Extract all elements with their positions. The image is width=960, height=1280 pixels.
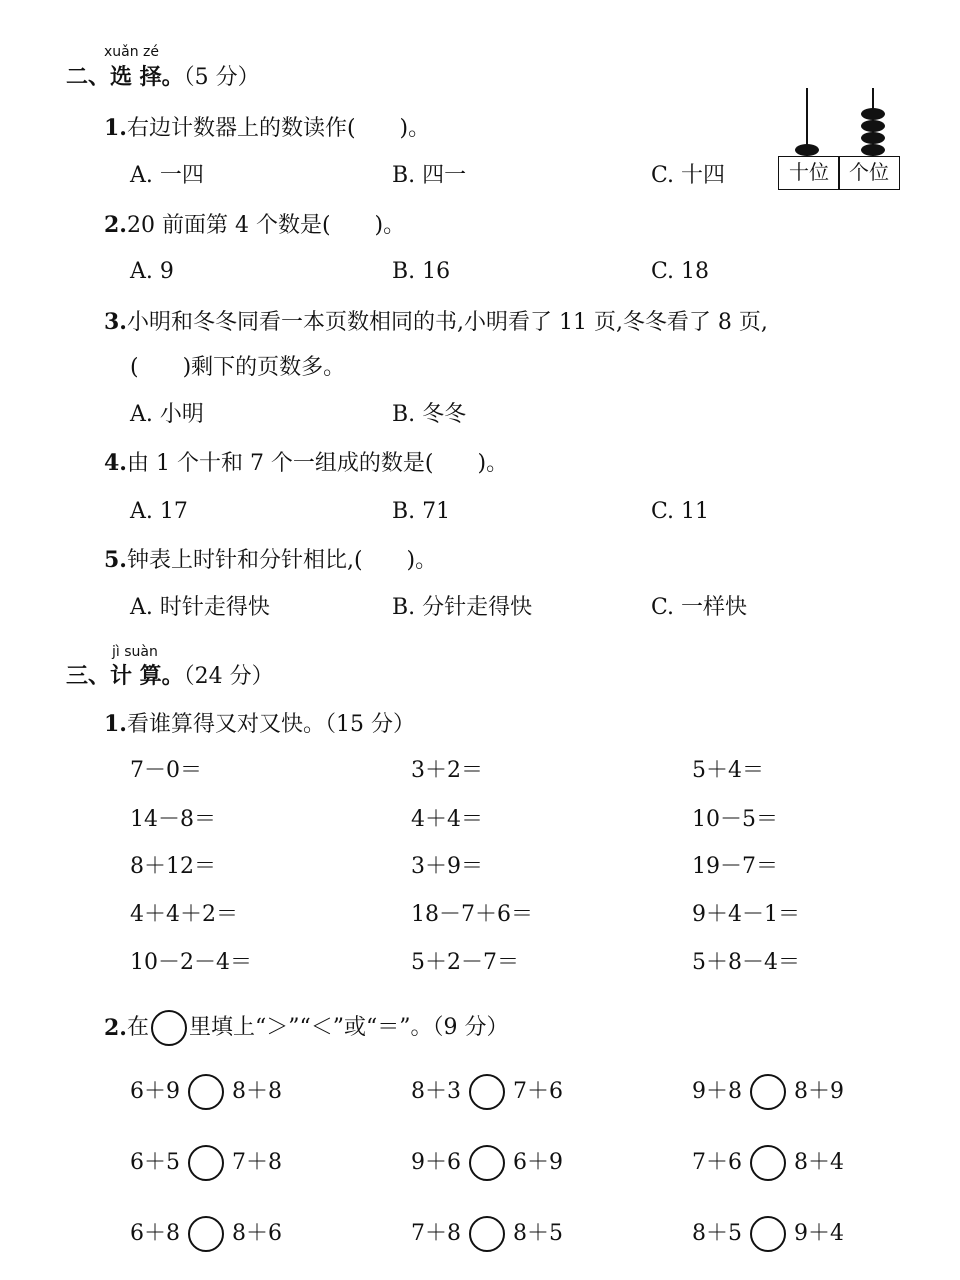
answer-circle[interactable] xyxy=(469,1216,505,1252)
option: C. 11 xyxy=(651,499,710,524)
option: B. 冬冬 xyxy=(392,402,467,427)
option: A. 小明 xyxy=(130,402,204,427)
calc-expression: 5＋4＝ xyxy=(692,758,764,783)
question-1: 1.右边计数器上的数读作( )。 xyxy=(104,115,431,141)
left-expression: 9＋8 xyxy=(692,1079,742,1104)
calc-expression: 5＋8－4＝ xyxy=(692,950,800,975)
right-expression: 8＋4 xyxy=(794,1150,844,1175)
answer-circle[interactable] xyxy=(188,1074,224,1110)
compare-item xyxy=(692,1145,844,1181)
right-expression: 8＋8 xyxy=(232,1079,282,1104)
calc-expression: 10－2－4＝ xyxy=(130,950,252,975)
right-expression: 7＋8 xyxy=(232,1150,282,1175)
option: A. 17 xyxy=(130,499,188,524)
compare-item xyxy=(411,1216,563,1252)
calc-expression: 9＋4－1＝ xyxy=(692,902,800,927)
answer-circle[interactable] xyxy=(469,1145,505,1181)
right-expression: 8＋6 xyxy=(232,1221,282,1246)
left-expression: 8＋3 xyxy=(411,1079,461,1104)
compare-item xyxy=(130,1216,282,1252)
abacus-image xyxy=(770,88,920,200)
section3-title: 三、计 算。 xyxy=(66,664,184,689)
section3-pinyin: jì suàn xyxy=(112,644,158,660)
answer-circle[interactable] xyxy=(750,1145,786,1181)
calc-expression: 14－8＝ xyxy=(130,807,216,832)
abacus-label-ones: 个位 xyxy=(838,156,900,190)
answer-circle[interactable] xyxy=(188,1216,224,1252)
section2-title: 二、选 择。 xyxy=(66,65,184,90)
section3-heading xyxy=(66,664,274,690)
calc-expression: 3＋2＝ xyxy=(411,758,483,783)
question-5: 5.钟表上时针和分针相比,( )。 xyxy=(104,547,438,573)
left-expression: 7＋8 xyxy=(411,1221,461,1246)
compare-item xyxy=(130,1145,282,1181)
calc-question-2: 2. 在 里填上“＞”“＜”或“＝”。（9 分） xyxy=(104,1010,508,1046)
option: C. 一样快 xyxy=(651,595,748,620)
question-3-line2: ( )剩下的页数多。 xyxy=(130,355,346,380)
right-expression: 6＋9 xyxy=(513,1150,563,1175)
calc-expression: 5＋2－7＝ xyxy=(411,950,519,975)
calc-expression: 4＋4＋2＝ xyxy=(130,902,238,927)
calc-expression: 10－5＝ xyxy=(692,807,778,832)
option: B. 71 xyxy=(392,499,451,524)
calc-expression: 18－7＋6＝ xyxy=(411,902,533,927)
calc-expression: 8＋12＝ xyxy=(130,854,216,879)
answer-circle[interactable] xyxy=(188,1145,224,1181)
calc-expression: 4＋4＝ xyxy=(411,807,483,832)
calc-question-1: 1.看谁算得又对又快。（15 分） xyxy=(104,711,415,737)
section2-heading xyxy=(66,65,260,91)
abacus-label-tens: 十位 xyxy=(778,156,840,190)
option: B. 四一 xyxy=(392,163,467,188)
option: C. 18 xyxy=(651,259,710,284)
compare-item xyxy=(130,1074,282,1110)
question-4: 4.由 1 个十和 7 个一组成的数是( )。 xyxy=(104,450,509,476)
left-expression: 6＋8 xyxy=(130,1221,180,1246)
calc-expression: 3＋9＝ xyxy=(411,854,483,879)
right-expression: 8＋5 xyxy=(513,1221,563,1246)
circle-icon xyxy=(151,1010,187,1046)
section3-score: （24 分） xyxy=(183,664,274,689)
right-expression: 7＋6 xyxy=(513,1079,563,1104)
section2-score: （5 分） xyxy=(183,65,260,90)
calc-expression: 19－7＝ xyxy=(692,854,778,879)
option: B. 16 xyxy=(392,259,451,284)
right-expression: 9＋4 xyxy=(794,1221,844,1246)
right-expression: 8＋9 xyxy=(794,1079,844,1104)
answer-circle[interactable] xyxy=(750,1216,786,1252)
calc-expression: 7－0＝ xyxy=(130,758,202,783)
compare-item xyxy=(692,1074,844,1110)
answer-circle[interactable] xyxy=(469,1074,505,1110)
left-expression: 8＋5 xyxy=(692,1221,742,1246)
left-expression: 6＋9 xyxy=(130,1079,180,1104)
section2-pinyin: xuǎn zé xyxy=(104,44,160,60)
option: C. 十四 xyxy=(651,163,726,188)
question-2: 2.20 前面第 4 个数是( )。 xyxy=(104,212,406,238)
answer-circle[interactable] xyxy=(750,1074,786,1110)
left-expression: 6＋5 xyxy=(130,1150,180,1175)
question-3: 3.小明和冬冬同看一本页数相同的书,小明看了 11 页,冬冬看了 8 页, xyxy=(104,309,768,335)
left-expression: 7＋6 xyxy=(692,1150,742,1175)
option: A. 时针走得快 xyxy=(130,595,270,620)
compare-item xyxy=(692,1216,844,1252)
compare-item xyxy=(411,1074,563,1110)
option: B. 分针走得快 xyxy=(392,595,533,620)
option: A. 9 xyxy=(130,259,174,284)
option: A. 一四 xyxy=(130,163,204,188)
left-expression: 9＋6 xyxy=(411,1150,461,1175)
compare-item xyxy=(411,1145,563,1181)
